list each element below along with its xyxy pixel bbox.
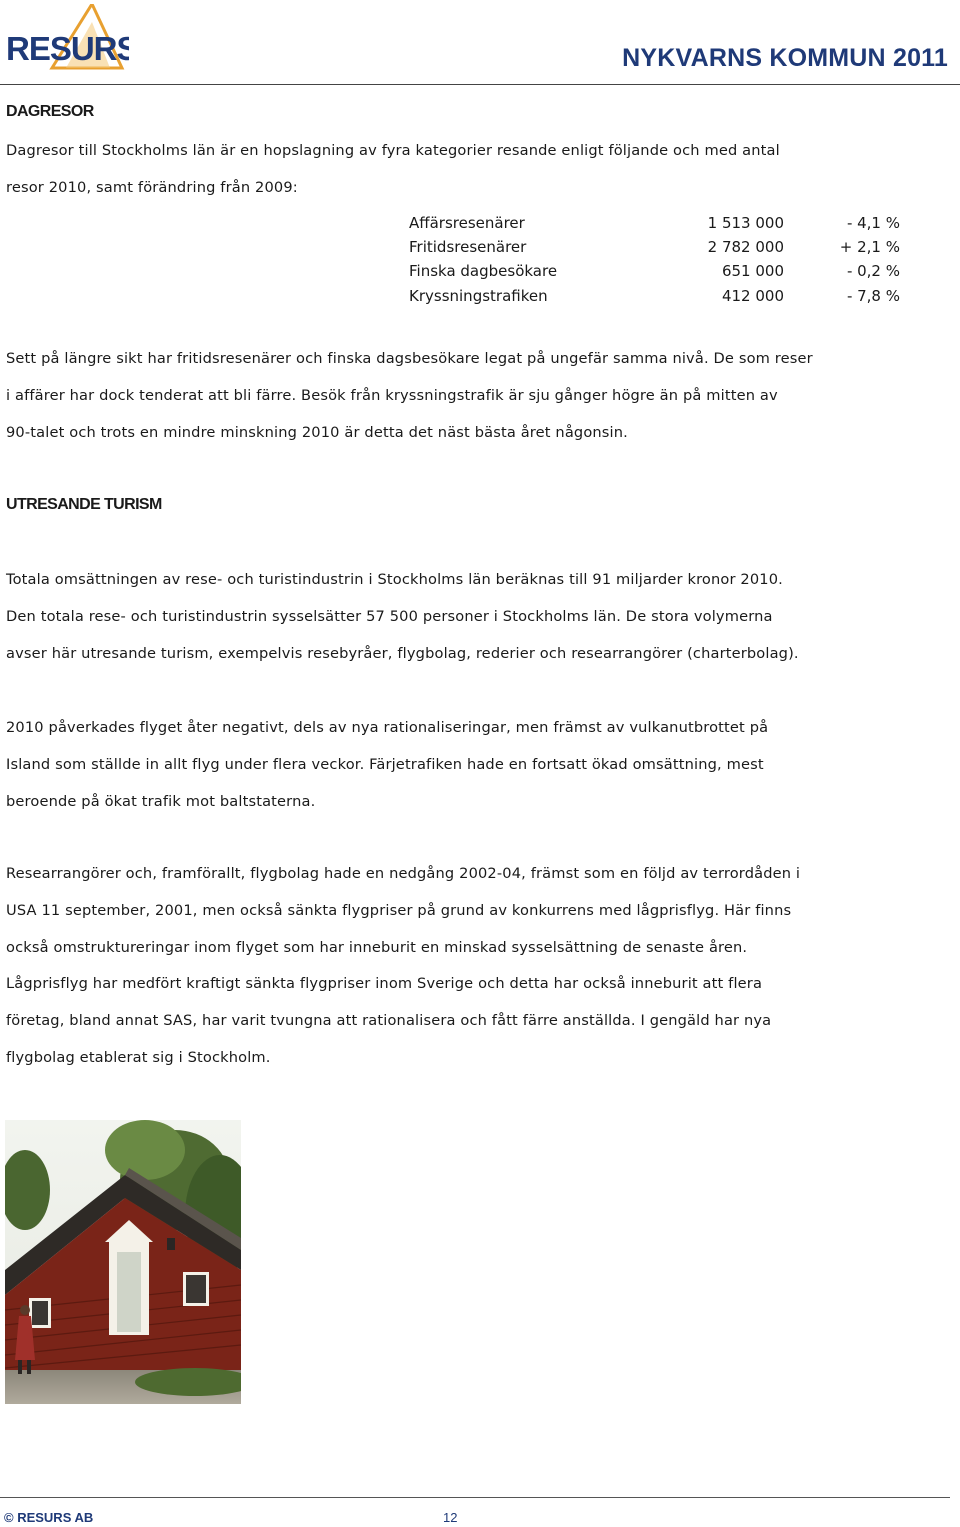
- footer-divider: [0, 1497, 950, 1498]
- paragraph-line: också omstruktureringar inom flyget som har inneburit en minskad sysselsättning de senaste åren.: [6, 938, 748, 956]
- stats-row: [0, 214, 960, 238]
- section-heading-utresande: UTRESANDE TURISM: [6, 496, 162, 513]
- house-illustration: [5, 1120, 241, 1404]
- utresande-paragraph-3: [6, 856, 958, 1077]
- utresande-paragraph-1: [6, 562, 958, 672]
- stats-change: - 4,1 %: [846, 214, 900, 232]
- dagresor-intro-line: Dagresor till Stockholms län är en hopslagning av fyra kategorier resande enligt följande och med antal: [6, 142, 780, 159]
- paragraph-line: 90-talet och trots en mindre minskning 2010 är detta det näst bästa året någonsin.: [6, 423, 628, 441]
- stats-value: 412 000: [721, 287, 784, 305]
- red-house-photo: [5, 1120, 241, 1404]
- stats-row: [0, 238, 960, 262]
- stats-category: Affärsresenärer: [409, 214, 525, 232]
- header-title: NYKVARNS KOMMUN 2011: [622, 44, 948, 72]
- utresande-paragraph-2: [6, 710, 958, 820]
- paragraph-line: Lågprisflyg har medfört kraftigt sänkta flygpriser inom Sverige och detta har också inneburit att flera: [6, 975, 763, 993]
- paragraph-line: 2010 påverkades flyget åter negativt, dels av nya rationaliseringar, men främst av vulkanutbrottet på: [6, 719, 769, 736]
- footer-company: © RESURS AB: [4, 1510, 94, 1525]
- paragraph-line: Den totala rese- och turistindustrin sysselsätter 57 500 personer i Stockholms län. De stora volymerna: [6, 607, 773, 625]
- stats-category: Fritidsresenärer: [409, 238, 527, 256]
- dagresor-intro: [6, 133, 958, 207]
- paragraph-line: USA 11 september, 2001, men också sänkta flygpriser på grund av konkurrens med lågprisflyg. Här finns: [6, 901, 792, 919]
- stats-row: [0, 287, 960, 311]
- stats-value: 1 513 000: [707, 214, 784, 232]
- paragraph-line: i affärer har dock tenderat att bli färre. Besök från kryssningstrafik är sju gånger högre än på mitten av: [6, 386, 778, 404]
- paragraph-line: beroende på ökat trafik mot baltstaterna.: [6, 792, 316, 810]
- dagresor-paragraph: [6, 341, 958, 451]
- paragraph-line: Researrangörer och, framförallt, flygbolag hade en nedgång 2002-04, främst som en följd av terrordåden i: [6, 865, 801, 882]
- stats-category: Kryssningstrafiken: [409, 287, 548, 305]
- stats-row: [0, 262, 960, 286]
- paragraph-line: företag, bland annat SAS, har varit tvungna att rationalisera och fått färre anställda. I gengäld har nya: [6, 1012, 772, 1030]
- stats-change: - 0,2 %: [846, 262, 900, 280]
- header-divider: [0, 84, 960, 85]
- resurs-logo: [4, 4, 129, 74]
- paragraph-line: flygbolag etablerat sig i Stockholm.: [6, 1048, 271, 1066]
- logo-mark-icon: [4, 4, 129, 74]
- paragraph-line: avser här utresande turism, exempelvis resebyråer, flygbolag, rederier och researrangörer (charterbolag).: [6, 644, 799, 662]
- page-number: 12: [443, 1510, 458, 1525]
- section-heading-dagresor: DAGRESOR: [6, 103, 94, 120]
- paragraph-line: Sett på längre sikt har fritidsresenärer och finska dagsbesökare legat på ungefär samma nivå. De som reser: [6, 350, 813, 367]
- stats-category: Finska dagbesökare: [409, 262, 558, 280]
- stats-change: - 7,8 %: [846, 287, 900, 305]
- stats-value: 2 782 000: [707, 238, 784, 256]
- stats-change: + 2,1 %: [839, 238, 900, 256]
- dagresor-intro-line: resor 2010, samt förändring från 2009:: [6, 178, 298, 196]
- logo-text: RESURS: [6, 30, 129, 67]
- stats-value: 651 000: [721, 262, 784, 280]
- paragraph-line: Totala omsättningen av rese- och turistindustrin i Stockholms län beräknas till 91 miljarder kronor 2010.: [6, 571, 783, 588]
- paragraph-line: Island som ställde in allt flyg under flera veckor. Färjetrafiken hade en fortsatt ökad omsättning, mest: [6, 755, 764, 773]
